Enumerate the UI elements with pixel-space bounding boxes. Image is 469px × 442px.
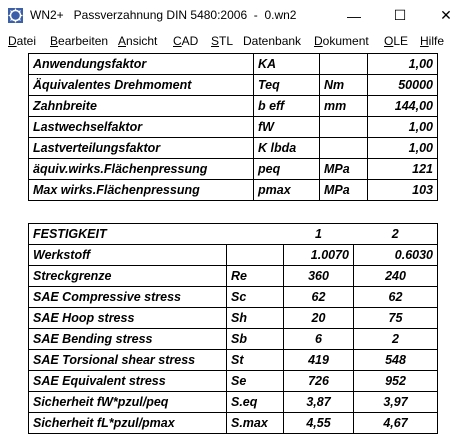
table-row [29,392,438,413]
window-title: WN2+ Passverzahnung DIN 5480:2006 - 0.wn2 [30,8,297,22]
material-row [29,245,438,266]
row-unit: Nm [320,75,368,96]
material-2: 0.6030 [354,245,438,266]
row-value-2: 4,67 [354,413,438,434]
row-value-1: 6 [284,329,354,350]
table-row [29,371,438,392]
app-icon[interactable] [8,8,23,23]
row-unit: mm [320,96,368,117]
menu-datenbank[interactable]: Datenbank [243,34,302,48]
menu-ole[interactable]: OLE [384,34,409,48]
row-value-2: 75 [354,308,438,329]
menu-ansicht[interactable]: Ansicht [118,34,158,48]
row-value-1: 62 [284,287,354,308]
row-label: Äquivalentes Drehmoment [29,75,254,96]
row-value-2: 240 [354,266,438,287]
column-header-2: 2 [354,224,438,245]
row-label: Werkstoff [29,245,227,266]
row-value-2: 2 [354,329,438,350]
table-row [29,75,438,96]
row-label: SAE Equivalent stress [29,371,227,392]
row-value-1: 4,55 [284,413,354,434]
row-symbol: S.eq [227,392,284,413]
row-label: Zahnbreite [29,96,254,117]
row-label: Lastwechselfaktor [29,117,254,138]
menu-hilfe[interactable]: Hilfe [420,34,445,48]
row-label: SAE Hoop stress [29,308,227,329]
row-value: 144,00 [368,96,438,117]
row-value-1: 726 [284,371,354,392]
table-row [29,159,438,180]
row-label: Max wirks.Flächenpressung [29,180,254,201]
row-label: Anwendungsfaktor [29,54,254,75]
row-value: 103 [368,180,438,201]
menu-datei[interactable]: Datei [8,34,37,48]
strength-table [28,223,438,434]
row-value-2: 62 [354,287,438,308]
row-label: Sicherheit fW*pzul/peq [29,392,227,413]
table-row [29,413,438,434]
material-1: 1.0070 [284,245,354,266]
menu-bar [0,31,469,51]
strength-header-row [29,224,438,245]
row-symbol: fW [254,117,320,138]
load-parameters-table [28,53,438,201]
menu-stl[interactable]: STL [211,34,234,48]
row-value: 1,00 [368,54,438,75]
row-symbol: b eff [254,96,320,117]
row-label: äquiv.wirks.Flächenpressung [29,159,254,180]
row-value-1: 419 [284,350,354,371]
row-label: SAE Bending stress [29,329,227,350]
menu-dokument[interactable]: Dokument [314,34,369,48]
table-row [29,287,438,308]
menu-cad[interactable]: CAD [173,34,199,48]
table-row [29,117,438,138]
menu-bearbeiten[interactable]: Bearbeiten [50,34,109,48]
row-label: Sicherheit fL*pzul/pmax [29,413,227,434]
row-value: 121 [368,159,438,180]
minimize-button[interactable]: — [347,7,361,24]
row-value-1: 20 [284,308,354,329]
table-row [29,266,438,287]
row-label: Lastverteilungsfaktor [29,138,254,159]
row-symbol: S.max [227,413,284,434]
row-unit [320,54,368,75]
row-symbol: St [227,350,284,371]
table-row [29,96,438,117]
row-unit: MPa [320,180,368,201]
row-value-2: 3,97 [354,392,438,413]
table-row [29,308,438,329]
row-symbol: pmax [254,180,320,201]
row-symbol: peq [254,159,320,180]
row-label: Streckgrenze [29,266,227,287]
row-unit [320,138,368,159]
table-row [29,180,438,201]
title-bar [0,0,469,31]
maximize-button[interactable]: ☐ [393,7,407,23]
table-row [29,138,438,159]
row-value-1: 3,87 [284,392,354,413]
row-symbol: Re [227,266,284,287]
row-symbol: K lbda [254,138,320,159]
close-button[interactable]: ✕ [440,7,452,23]
row-value: 50000 [368,75,438,96]
row-symbol [227,245,284,266]
table-row [29,329,438,350]
row-label: SAE Compressive stress [29,287,227,308]
row-symbol: Se [227,371,284,392]
row-symbol: KA [254,54,320,75]
table-row [29,54,438,75]
section-title: FESTIGKEIT [29,224,284,245]
row-symbol: Sb [227,329,284,350]
row-unit [320,117,368,138]
row-value: 1,00 [368,117,438,138]
row-label: SAE Torsional shear stress [29,350,227,371]
column-header-1: 1 [284,224,354,245]
row-symbol: Sh [227,308,284,329]
row-value-2: 952 [354,371,438,392]
document-view[interactable] [0,51,469,442]
row-value-1: 360 [284,266,354,287]
row-symbol: Teq [254,75,320,96]
row-unit: MPa [320,159,368,180]
table-row [29,350,438,371]
row-value: 1,00 [368,138,438,159]
row-symbol: Sc [227,287,284,308]
row-value-2: 548 [354,350,438,371]
